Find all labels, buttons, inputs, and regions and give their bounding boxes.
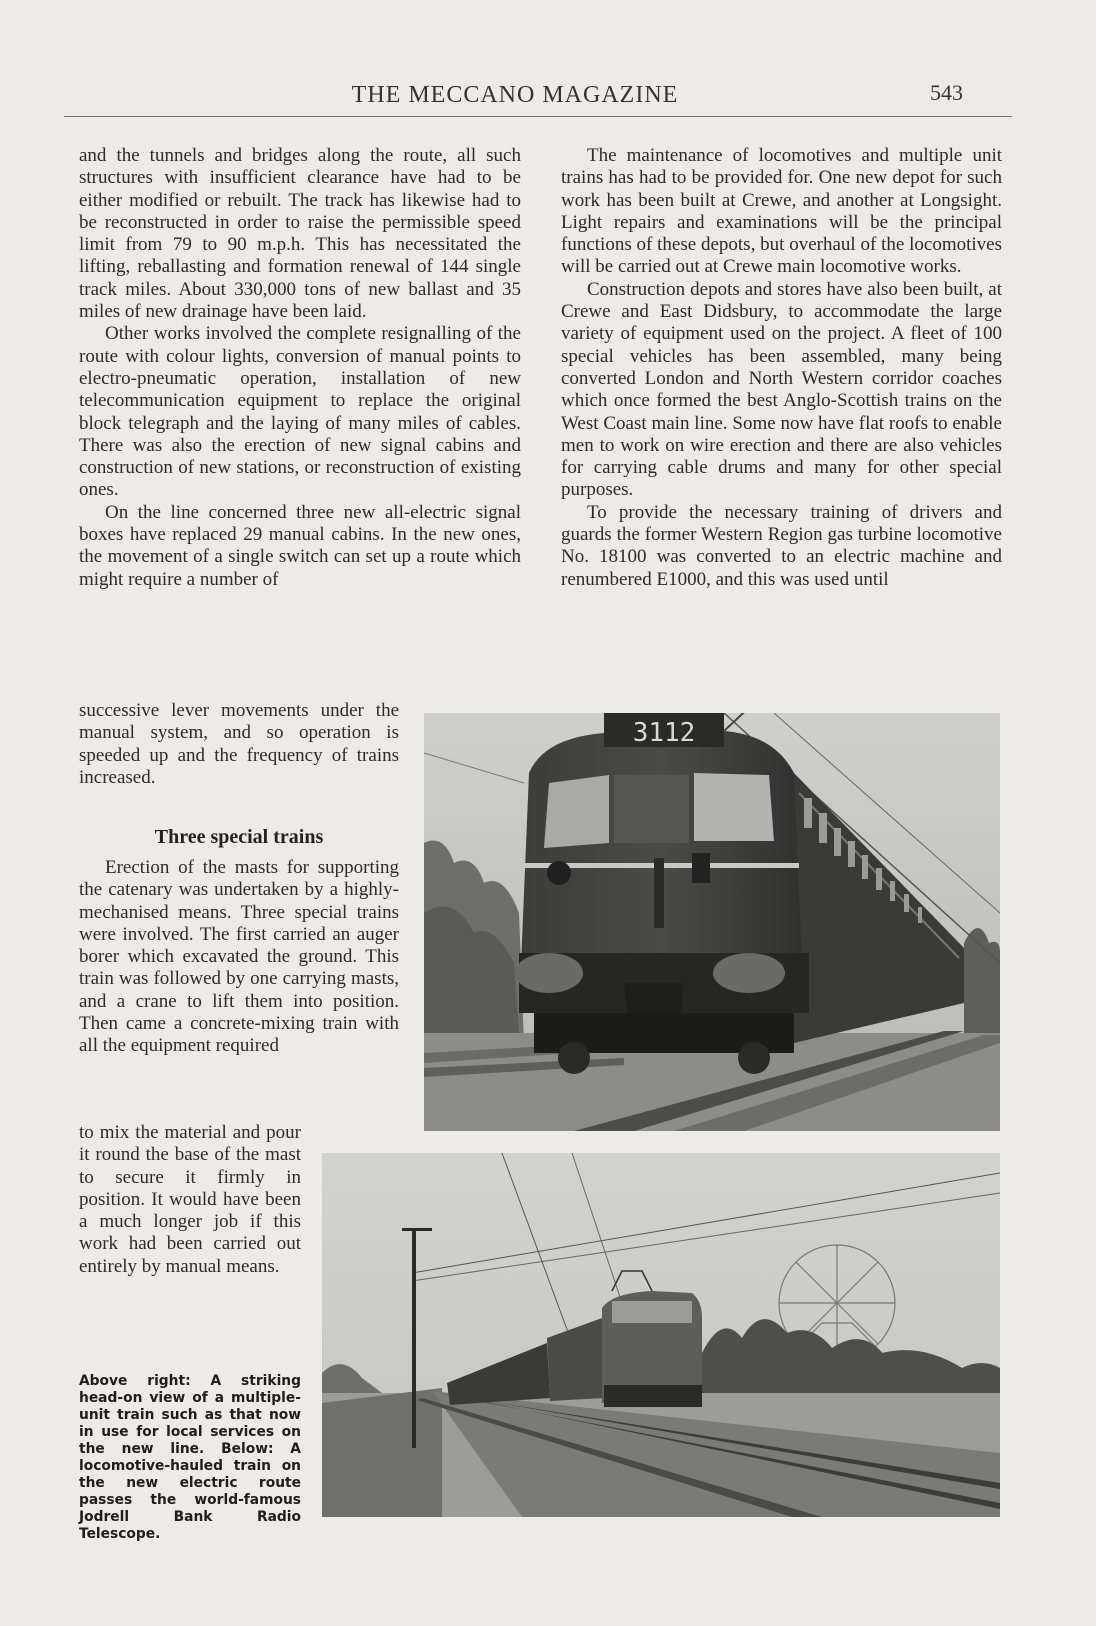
paragraph: successive lever movements under the manual system, and so operation is speeded up and the frequency of trains increased. xyxy=(79,700,399,788)
left-wrap-text-3 xyxy=(79,1122,301,1278)
multiple-unit-train-photo xyxy=(424,713,1000,1131)
paragraph: The maintenance of locomotives and multiple unit trains has had to be provided for. One new depot for such work has been built at Crewe, and another at Longsight. Light repairs and examinations will be the principal functions of these depots, but overhaul of the locomotives will be carried out at Crewe main locomotive works. xyxy=(561,145,1002,278)
section-subheading: Three special trains xyxy=(154,826,324,848)
photo-caption: Above right: A striking head-on view of a multiple-unit train such as that now in use for local services on the new line. Below: A locomotive-hauled train on the new electric route passes the world-famous Jodrell Bank Radio Telescope. xyxy=(79,1373,301,1542)
locomotive-telescope-photo xyxy=(322,1153,1000,1517)
paragraph: Construction depots and stores have also been built, at Crewe and East Didsbury, to accommodate the large variety of equipment used on the project. A fleet of 100 special vehicles has been assembled, many being converted London and North Western corridor coaches which once formed the best Anglo-Scottish trains on the West Coast main line. Some now have flat roofs to enable men to work on wire erection and there are also vehicles for carrying cable drums and many for other special purposes. xyxy=(561,278,1002,501)
page-number: 543 xyxy=(930,80,963,105)
right-column xyxy=(561,145,1002,591)
paragraph: On the line concerned three new all-electric signal boxes have replaced 29 manual cabins. In the new ones, the movement of a single switch can set up a route which might require a number of xyxy=(79,501,521,590)
magazine-title: THE MECCANO MAGAZINE xyxy=(351,82,679,108)
paragraph: To provide the necessary training of drivers and guards the former Western Region gas turbine locomotive No. 18100 was converted to an electric machine and renumbered E1000, and this was used until xyxy=(561,501,1002,590)
headcode-text: 3112 xyxy=(632,718,696,748)
paragraph: to mix the material and pour it round the base of the mast to secure it firmly in position. It would have been a much longer job if this work had been carried out entirely by manual means. xyxy=(79,1122,301,1277)
paragraph: Erection of the masts for supporting the catenary was undertaken by a highly-mechanised means. Three special trains were involved. The first carried an auger borer which excavated the ground. This train was followed by one carrying masts, and a crane to lift them into position. Then came a concrete-mixing train with all the equipment required xyxy=(79,857,399,1057)
paragraph: and the tunnels and bridges along the route, all such structures with insufficient clearance have had to be either modified or rebuilt. The track has likewise had to be reconstructed in order to raise the permissible speed limit from 79 to 90 m.p.h. This has necessitated the lifting, reballasting and formation renewal of 144 single track miles. About 330,000 tons of new ballast and 35 miles of new drainage have been laid. xyxy=(79,145,521,323)
left-wrap-text-1 xyxy=(79,700,399,789)
left-wrap-text-2 xyxy=(79,857,399,1058)
left-column xyxy=(79,145,521,591)
paragraph: Other works involved the complete resignalling of the route with colour lights, conversion of manual points to electro-pneumatic operation, installation of new telecommunication equipment to replace the original block telegraph and the laying of many miles of cables. There was also the erection of new signal cabins and construction of new stations, or reconstruction of existing ones. xyxy=(79,323,521,501)
header-rule xyxy=(64,116,1012,117)
